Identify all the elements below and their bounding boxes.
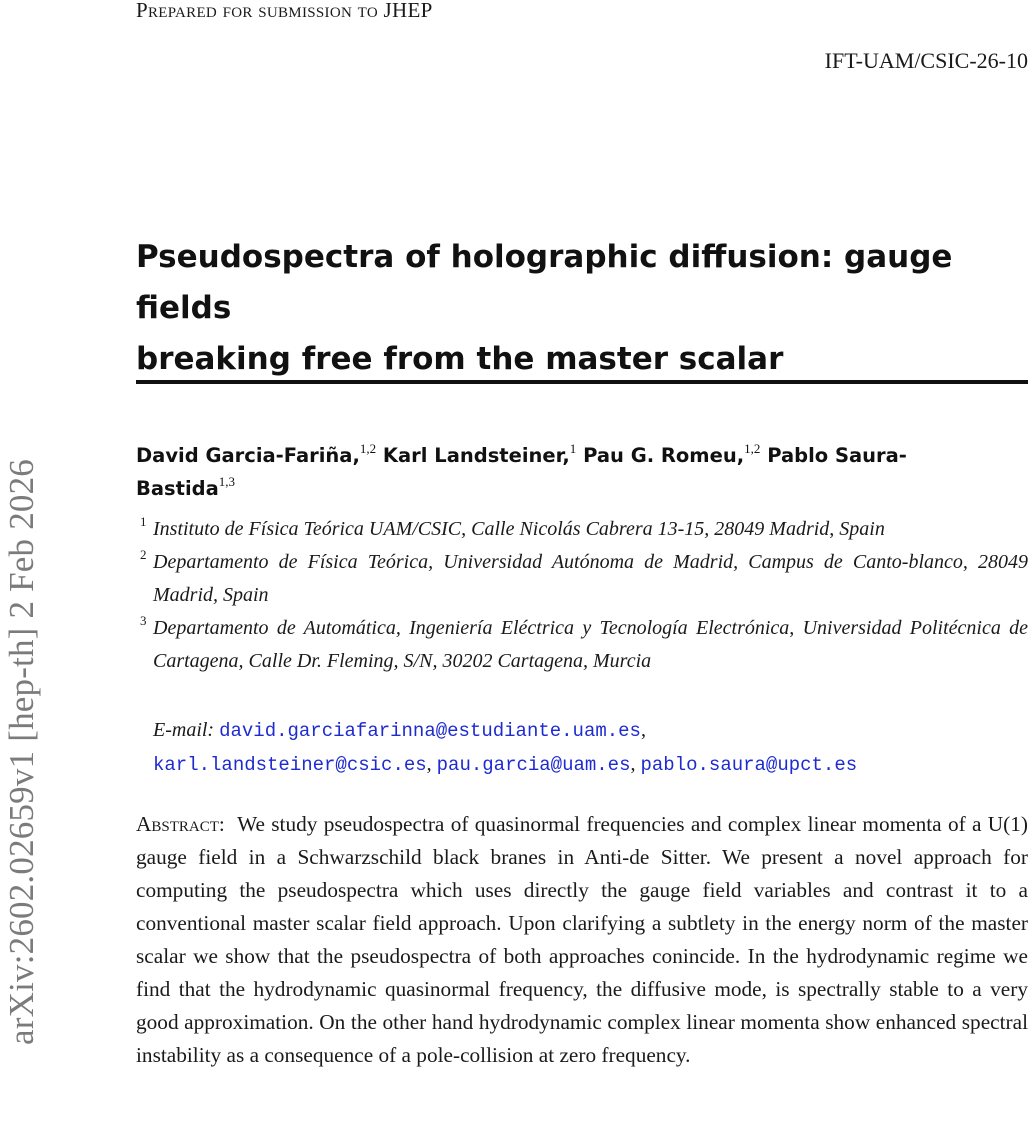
arxiv-side-stamp: arXiv:2602.02659v1 [hep-th] 2 Feb 2026 [2, 459, 41, 1045]
paper-title [136, 232, 1021, 385]
affiliation-number: 3 [140, 613, 147, 628]
email-block: E-mail: david.garciafarinna@estudiante.uam.es, karl.landsteiner@csic.es, pau.garcia@uam.es, pablo.saura@upct.es [153, 719, 858, 776]
affiliation-item [140, 513, 1028, 546]
abstract [136, 808, 1028, 1072]
author-name: Pablo Saura-Bastida [136, 444, 907, 500]
email-link[interactable]: pau.garcia@uam.es [436, 754, 631, 776]
affiliation-text: Departamento de Automática, Ingeniería Eléctrica y Tecnología Electrónica, Universidad Politécnica de Cartagena, Calle Dr. Fleming, S/N, 30202 Cartagena, Murcia [153, 617, 1028, 672]
title-line-2: breaking free from the master scalar [136, 341, 784, 377]
email-link[interactable]: david.garciafarinna@estudiante.uam.es [219, 720, 641, 742]
affiliation-text: Departamento de Física Teórica, Universidad Autónoma de Madrid, Campus de Canto-blanco, 28049 Madrid, Spain [153, 551, 1028, 606]
affiliation-list [140, 513, 1028, 678]
email-link[interactable]: pablo.saura@upct.es [640, 754, 858, 776]
affiliation-item [140, 546, 1028, 612]
author-name: Pau G. Romeu, [583, 444, 745, 467]
author-affil-mark: 1 [569, 441, 577, 456]
author-affil-mark: 1,3 [218, 474, 236, 489]
author-name: Karl Landsteiner, [382, 444, 570, 467]
author-affil-mark: 1,2 [744, 441, 761, 456]
affiliation-item [140, 612, 1028, 678]
affiliation-text: Instituto de Física Teórica UAM/CSIC, Calle Nicolás Cabrera 13-15, 28049 Madrid, Spain [153, 518, 885, 540]
preprint-id: IFT-UAM/CSIC-26-10 [824, 48, 1028, 73]
abstract-label: Abstract: [136, 812, 225, 836]
affiliation-number: 2 [140, 547, 147, 562]
author-name: David Garcia-Fariña, [136, 444, 360, 467]
journal-note: Prepared for submission to JHEP [136, 0, 433, 22]
author-list [136, 439, 986, 505]
email-label: E-mail: [153, 719, 215, 741]
title-rule [136, 380, 1028, 384]
author-affil-mark: 1,2 [359, 441, 377, 456]
affiliation-number: 1 [140, 514, 147, 529]
abstract-text: We study pseudospectra of quasinormal frequencies and complex linear momenta of a U(1) gauge field in a Schwarzschild black branes in Anti-de Sitter. We present a novel approach for computing the pseudospectra which uses directly the gauge field variables and contrast it to a conventional master scalar field approach. Upon clarifying a subtlety in the energy norm of the master scalar we show that the pseudospectra of both approaches conincide. In the hydrodynamic regime we find that the hydrodynamic quasinormal frequency, the diffusive mode, is spectrally stable to a very good approximation. On the other hand hydrodynamic complex linear momenta show enhanced spectral instability as a consequence of a pole-collision at zero frequency. [136, 812, 1029, 1067]
title-line-1: Pseudospectra of holographic diffusion: gauge fields [136, 239, 953, 326]
email-link[interactable]: karl.landsteiner@csic.es [153, 754, 427, 776]
